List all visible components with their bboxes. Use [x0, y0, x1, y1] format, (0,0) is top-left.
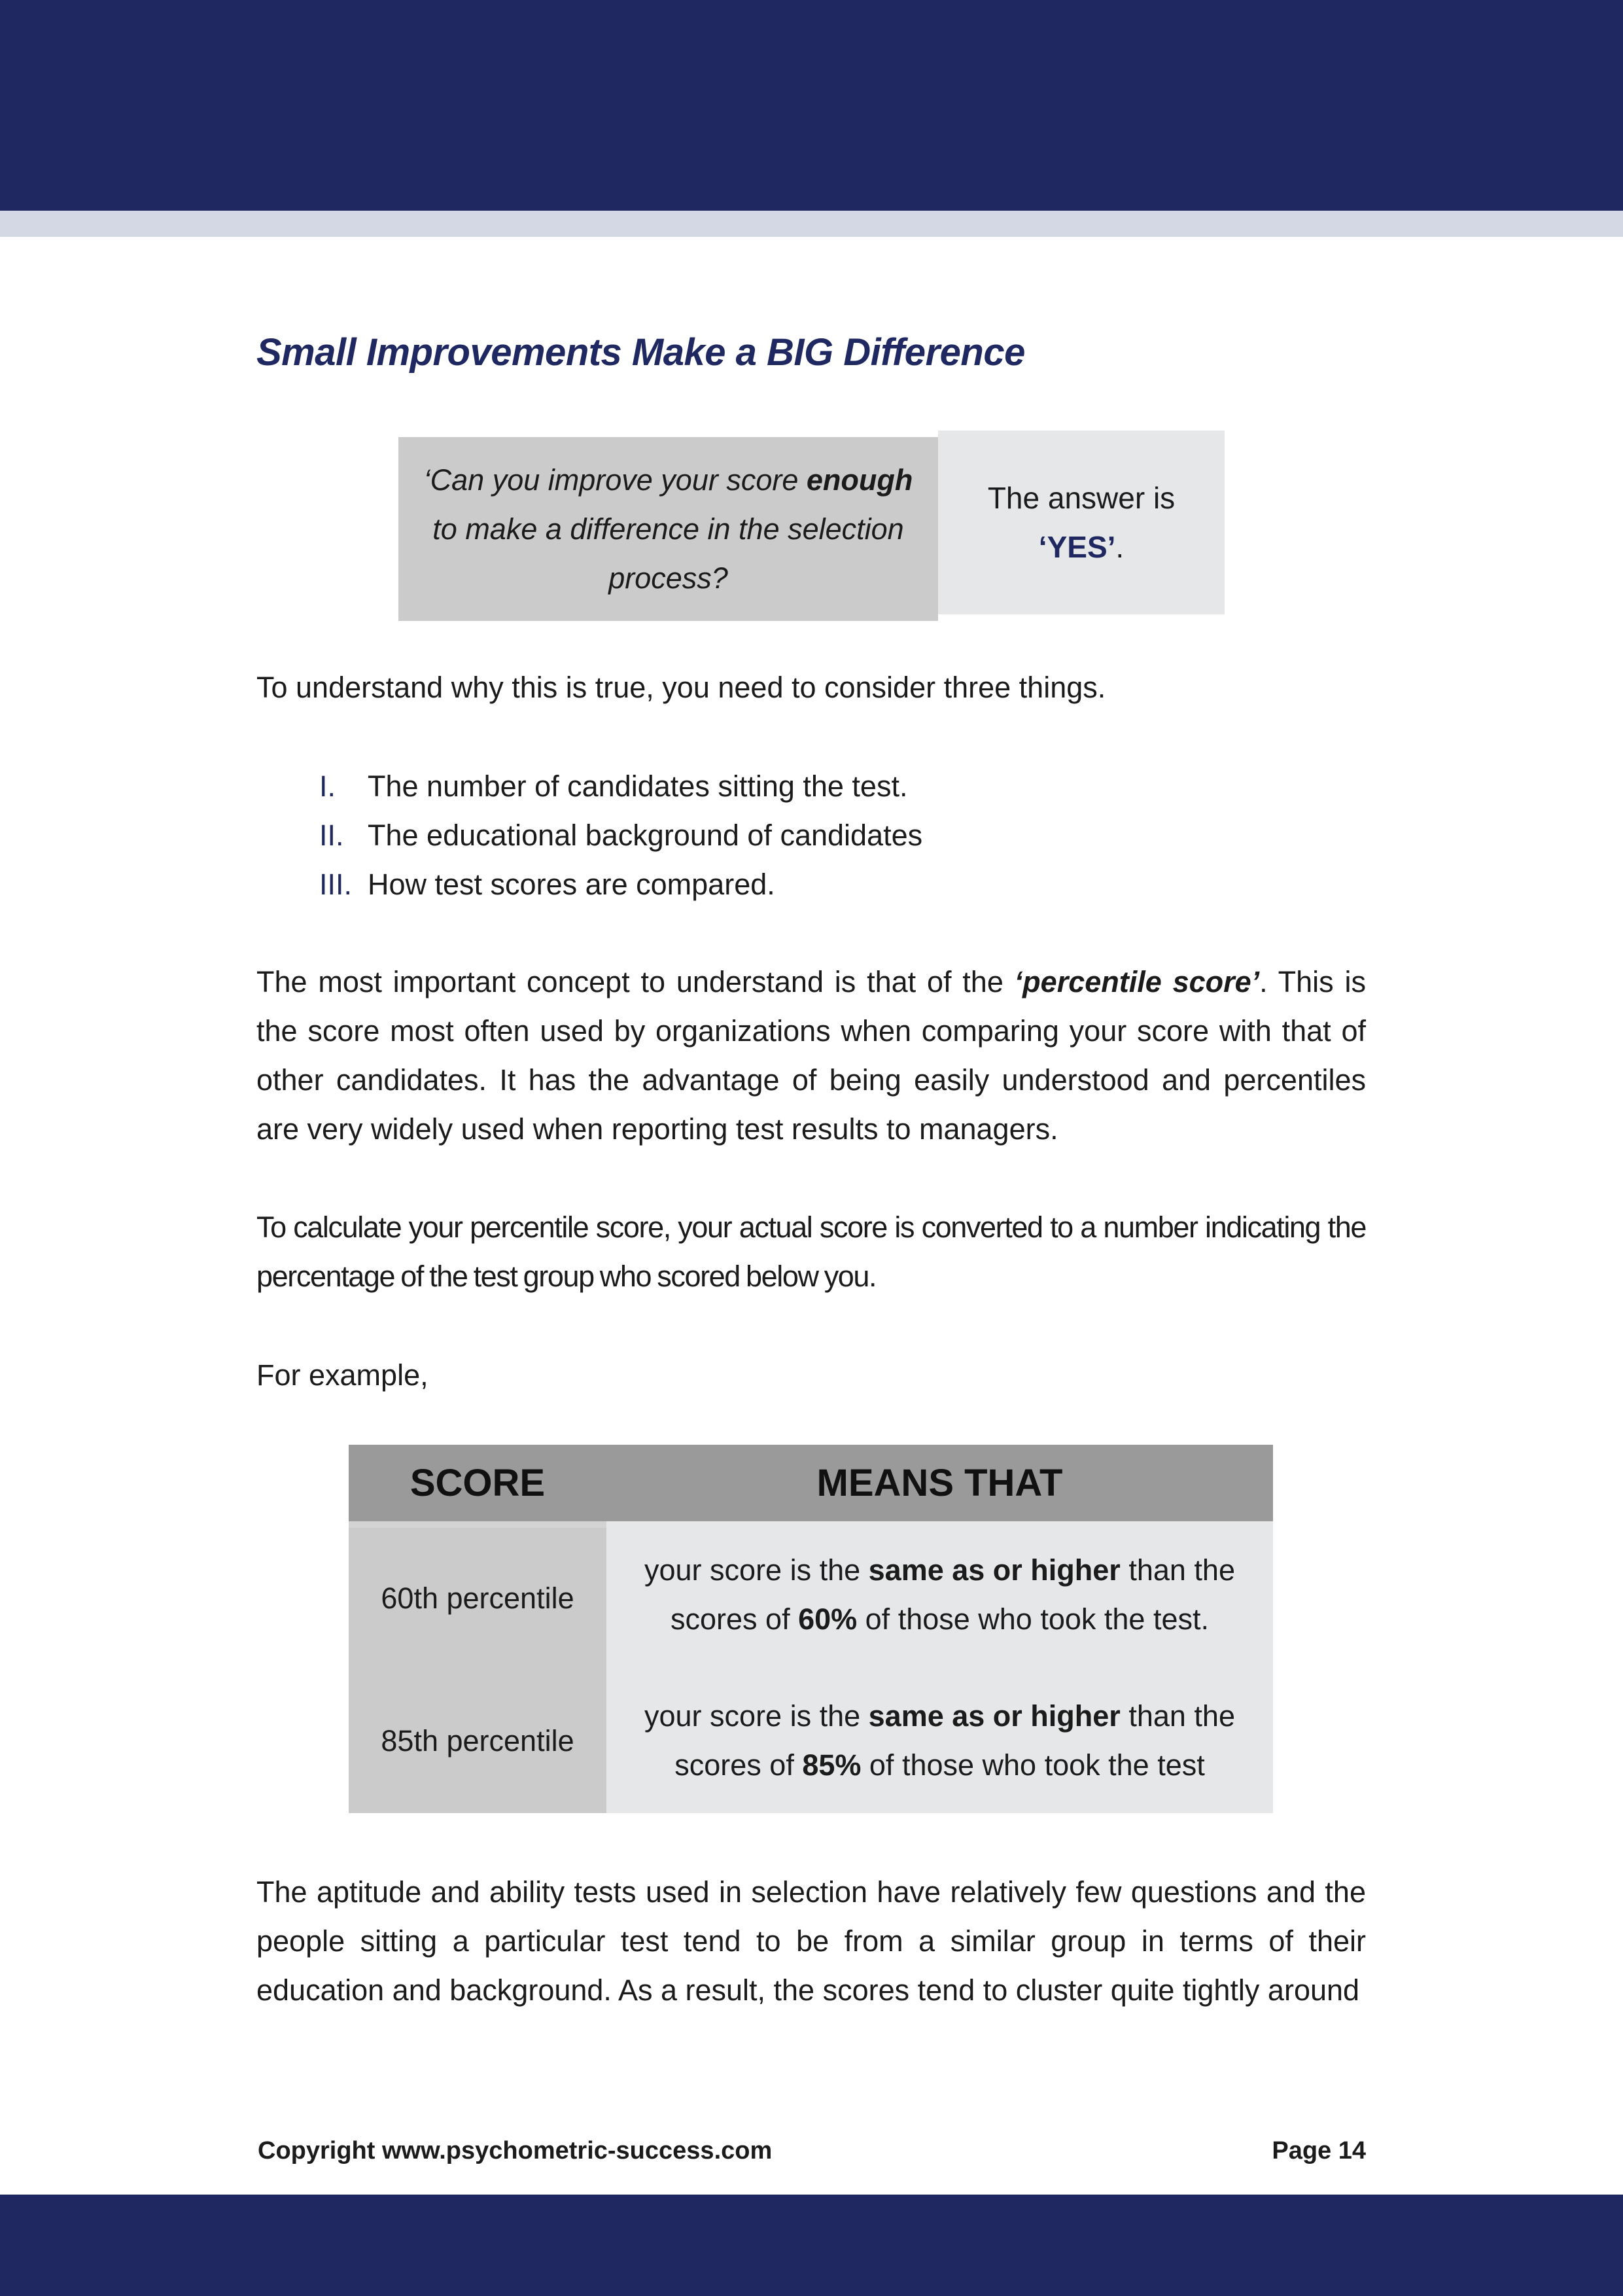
- callout-question-text: ‘Can you improve your score: [423, 463, 807, 497]
- callout-question-bold: enough: [806, 463, 913, 497]
- calculate-paragraph: [256, 1203, 1366, 1301]
- callout-box: [398, 437, 1225, 621]
- list-text: How test scores are compared.: [368, 868, 775, 901]
- callout-answer: [938, 431, 1225, 614]
- footer-page-number: Page 14: [1272, 2137, 1366, 2164]
- list-text: The number of candidates sitting the test.: [368, 769, 908, 803]
- aptitude-paragraph: The aptitude and ability tests used in selection have relatively few questions and the people sitting a particular test tend to be from a similar group in terms of their education and background. As a result, the scores tend to cluster quite tightly around: [256, 1875, 1366, 2007]
- percentile-paragraph-start: The most important concept to understand is that of the: [256, 965, 1015, 998]
- table-cell-meaning: [606, 1668, 1273, 1813]
- callout-answer-period: .: [1115, 529, 1125, 564]
- table-row: [349, 1668, 1273, 1813]
- meaning-text: your score is the: [644, 1553, 869, 1587]
- percentile-paragraph-rest: . This is the score most often used by organizations when comparing your score with that of other candidates. It has the advantage of being easily understood and percentiles are very widely used when reporting test results to managers.: [256, 965, 1366, 1146]
- percentile-paragraph: [256, 957, 1366, 1154]
- list-text: The educational background of candidates: [368, 819, 923, 852]
- callout-answer-text: The answer is: [987, 480, 1176, 515]
- table-cell-meaning: [606, 1521, 1273, 1668]
- meaning-percent: 85%: [802, 1748, 862, 1782]
- table-header: [349, 1445, 1273, 1521]
- header-band: [0, 0, 1623, 211]
- callout-question-tail: to make a difference in the selection process?: [432, 512, 904, 595]
- list-item: [307, 811, 922, 860]
- table-header-means: MEANS THAT: [816, 1462, 1063, 1504]
- table-cell-score: 85th percentile: [349, 1668, 606, 1813]
- meaning-text: of those who took the test: [861, 1748, 1205, 1782]
- table-cell-score: 60th percentile: [349, 1521, 606, 1668]
- table-row: [349, 1521, 1273, 1668]
- table-header-score: SCORE: [410, 1462, 546, 1504]
- calculate-paragraph-text: To calculate your percentile score, your actual score is converted to a number indicating the percentage of the test group who scored below you.: [256, 1210, 1366, 1293]
- header-stripe: [0, 211, 1623, 237]
- page-title: Small Improvements Make a BIG Difference: [256, 331, 1025, 374]
- footer-band: [0, 2195, 1623, 2296]
- percentile-term: ‘percentile score’: [1014, 965, 1260, 998]
- considerations-list: [307, 762, 922, 909]
- percentile-table: [349, 1445, 1273, 1813]
- list-item: [307, 860, 922, 909]
- list-number: III.: [319, 868, 353, 901]
- list-number: II.: [319, 819, 344, 852]
- callout-answer-yes: ‘YES’: [1038, 529, 1116, 564]
- callout-question: [398, 437, 938, 621]
- meaning-text: than the scores of: [671, 1553, 1235, 1636]
- intro-paragraph: To understand why this is true, you need to consider three things.: [256, 671, 1106, 704]
- meaning-text: of those who took the test.: [857, 1602, 1209, 1636]
- for-example-text: For example,: [256, 1358, 428, 1392]
- meaning-percent: 60%: [798, 1602, 858, 1636]
- meaning-bold: same as or higher: [868, 1699, 1121, 1733]
- footer-copyright: Copyright www.psychometric-success.com: [258, 2137, 773, 2164]
- meaning-text: your score is the: [644, 1699, 869, 1733]
- list-item: [307, 762, 922, 811]
- meaning-bold: same as or higher: [868, 1553, 1121, 1587]
- list-number: I.: [319, 769, 336, 803]
- meaning-text: than the scores of: [674, 1699, 1235, 1782]
